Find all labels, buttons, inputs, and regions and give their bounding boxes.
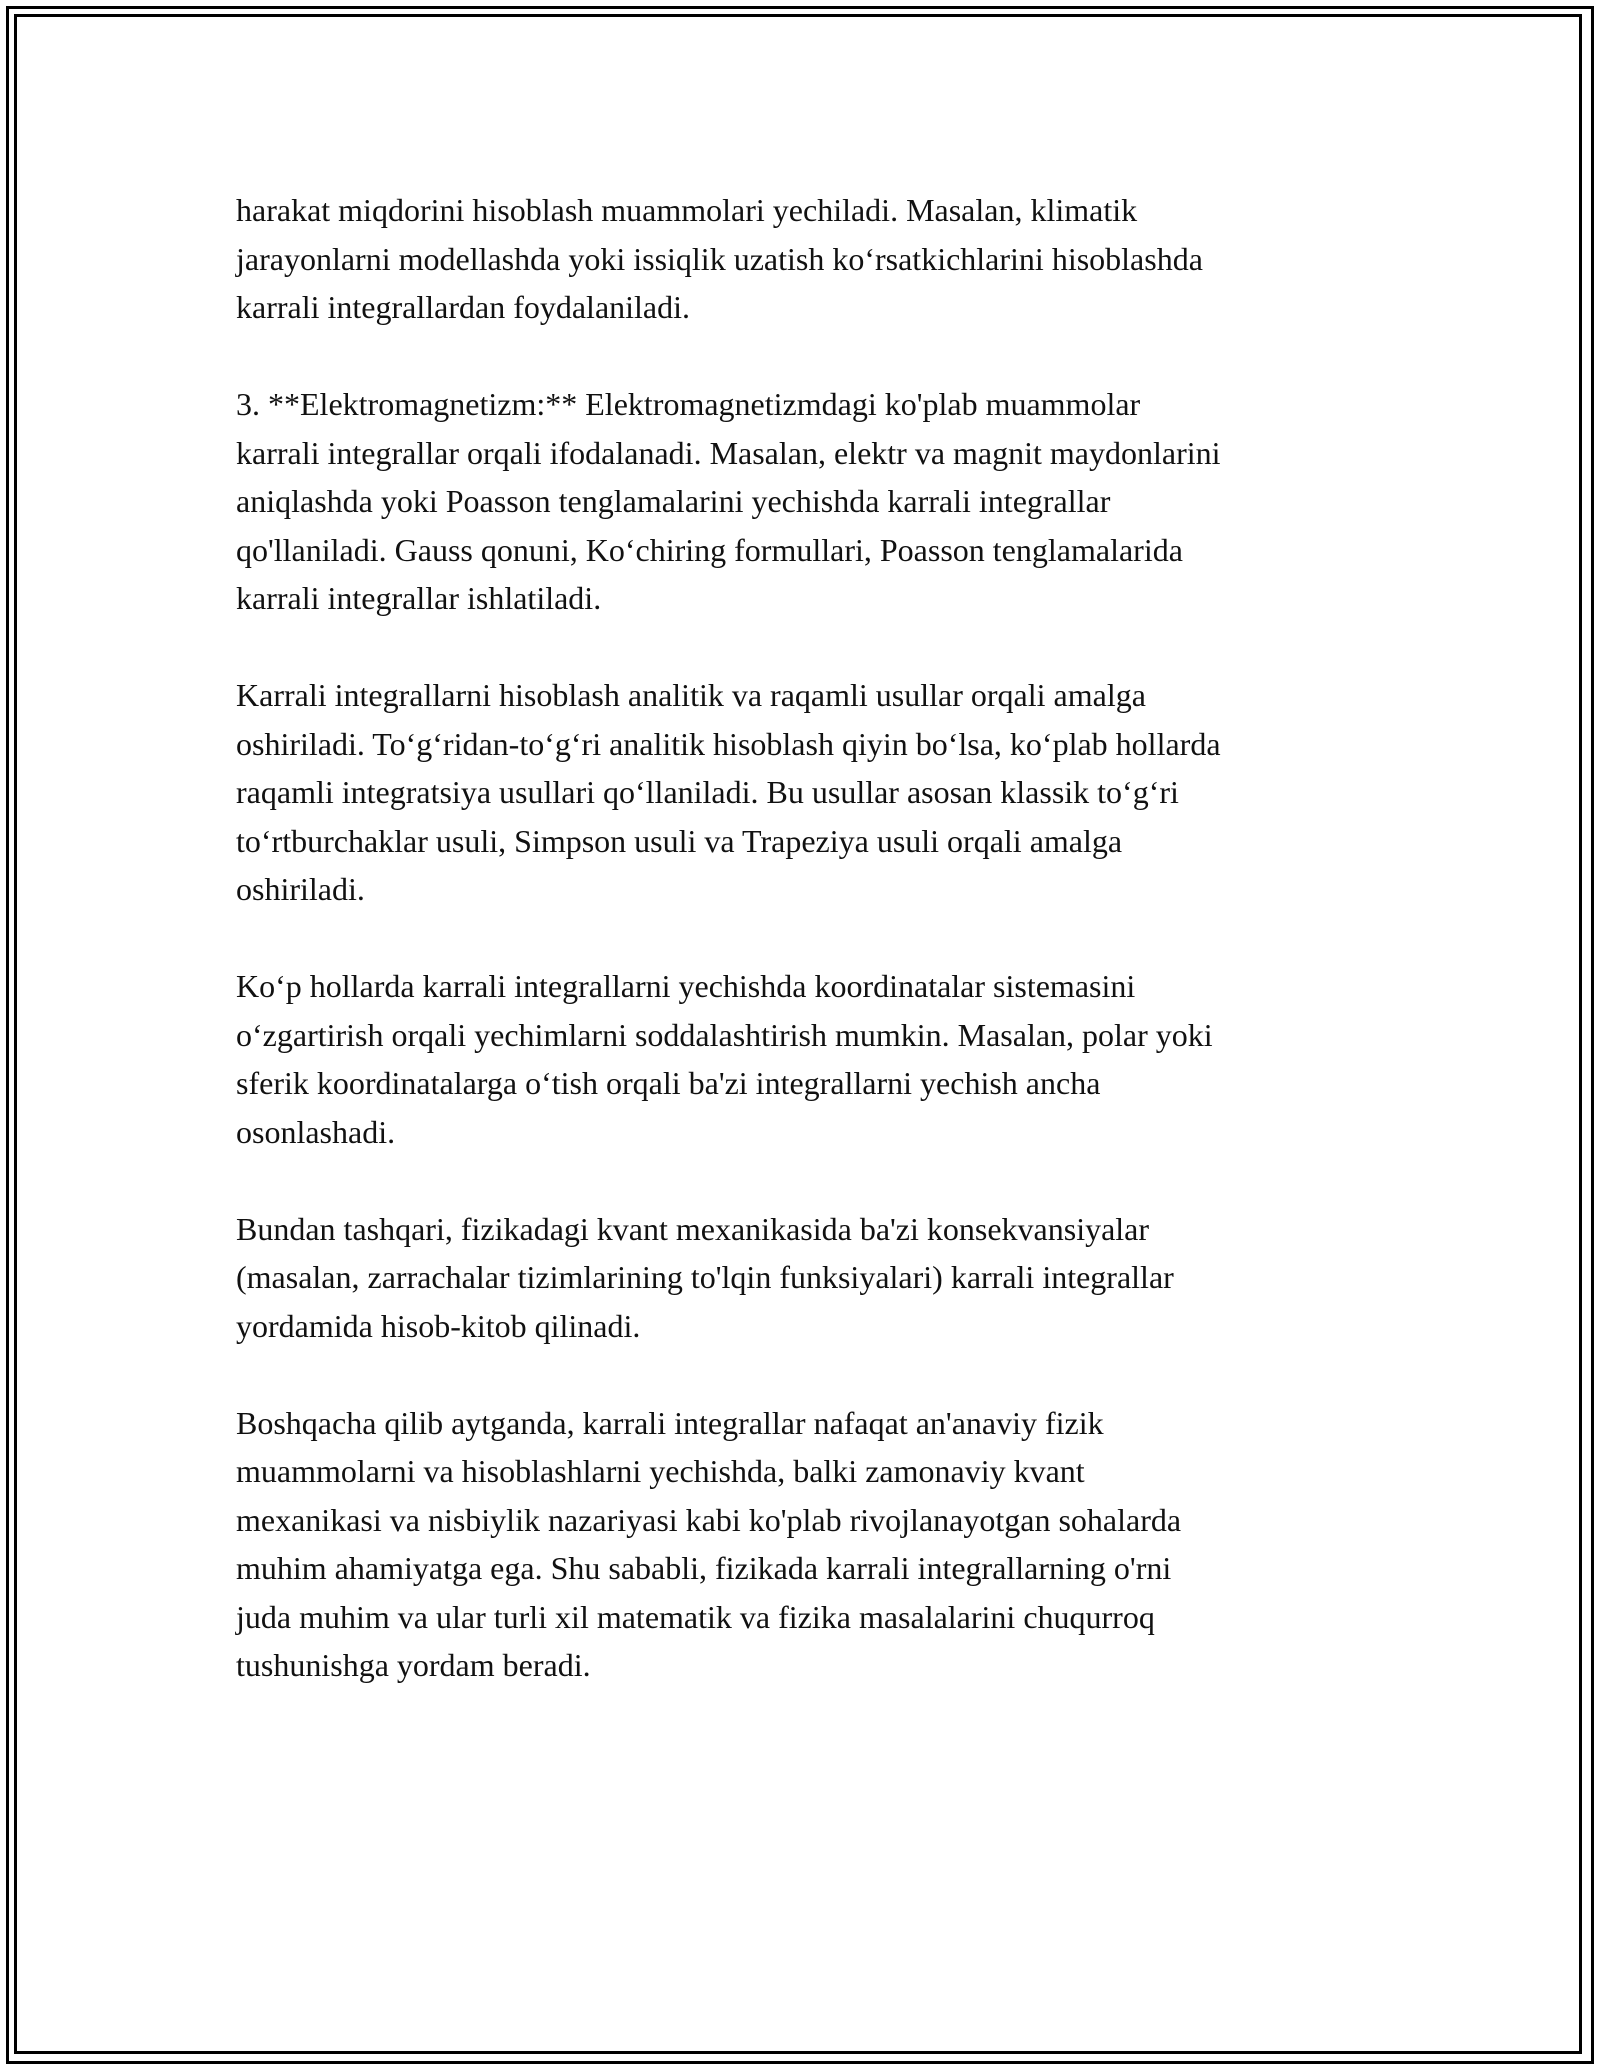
text-line: Ko‘p hollarda karrali integrallarni yechishda koordinatalar sistemasini <box>236 968 1136 1004</box>
text-line: to‘rtburchaklar usuli, Simpson usuli va Trapeziya usuli orqali amalga <box>236 822 1123 859</box>
text-line: yordamida hisob-kitob qilinadi. <box>236 1307 641 1344</box>
text-line: Karrali integrallarni hisoblash analitik va raqamli usullar orqali amalga <box>236 677 1146 713</box>
text-line: o‘zgartirish orqali yechimlarni soddalashtirish mumkin. Masalan, polar yoki <box>236 1016 1213 1053</box>
text-line: oshiriladi. To‘g‘ridan-to‘g‘ri analitik hisoblash qiyin bo‘lsa, ko‘plab hollarda <box>236 725 1221 762</box>
text-line: oshiriladi. <box>236 871 365 907</box>
text-line: (masalan, zarrachalar tizimlarining to'lqin funksiyalari) karrali integrallar <box>236 1259 1174 1295</box>
text-line: sferik koordinatalarga o‘tish orqali ba'zi integrallarni yechish ancha <box>236 1065 1101 1101</box>
text-line: raqamli integratsiya usullari qo‘llaniladi. Bu usullar asosan klassik to‘g‘ri <box>236 774 1179 810</box>
text-line: 3. **Elektromagnetizm:** Elektromagnetizmdagi ko'plab muammolar <box>236 386 1141 422</box>
text-line: muhim ahamiyatga ega. Shu sababli, fizikada karrali integrallarning o'rni <box>236 1550 1172 1586</box>
document-body <box>236 186 1376 1690</box>
text-line: osonlashadi. <box>236 1113 396 1150</box>
text-line: Bundan tashqari, fizikadagi kvant mexanikasida ba'zi konsekvansiyalar <box>236 1210 1150 1247</box>
text-line: harakat miqdorini hisoblash muammolari yechiladi. Masalan, klimatik <box>236 192 1138 228</box>
text-line: karrali integrallar ishlatiladi. <box>236 580 602 616</box>
text-line: karrali integrallar orqali ifodalanadi. Masalan, elektr va magnit maydonlarini <box>236 434 1221 471</box>
text-line: muammolarni va hisoblashlarni yechishda, balki zamonaviy kvant <box>236 1453 1085 1489</box>
paragraph-conclusion <box>236 1399 1376 1690</box>
text-line: jarayonlarni modellashda yoki issiqlik uzatish ko‘rsatkichlarini hisoblashda <box>236 240 1203 277</box>
paragraph-quantum-mechanics <box>236 1205 1376 1351</box>
text-line: karrali integrallardan foydalaniladi. <box>236 289 691 325</box>
text-line: mexanikasi va nisbiylik nazariyasi kabi ko'plab rivojlanayotgan sohalarda <box>236 1501 1182 1538</box>
text-line: aniqlashda yoki Poasson tenglamalarini yechishda karrali integrallar <box>236 483 1111 519</box>
paragraph-electromagnetism <box>236 380 1376 623</box>
paragraph-coordinate-systems <box>236 962 1376 1156</box>
paragraph-heat-transfer <box>236 186 1376 332</box>
text-line: Boshqacha qilib aytganda, karrali integrallar nafaqat an'anaviy fizik <box>236 1404 1104 1441</box>
paragraph-numerical-methods <box>236 671 1376 914</box>
text-line: qo'llaniladi. Gauss qonuni, Ko‘chiring formullari, Poasson tenglamalarida <box>236 531 1183 568</box>
text-line: juda muhim va ular turli xil matematik va fizika masalalarini chuqurroq <box>236 1598 1155 1635</box>
text-line: tushunishga yordam beradi. <box>236 1647 591 1683</box>
